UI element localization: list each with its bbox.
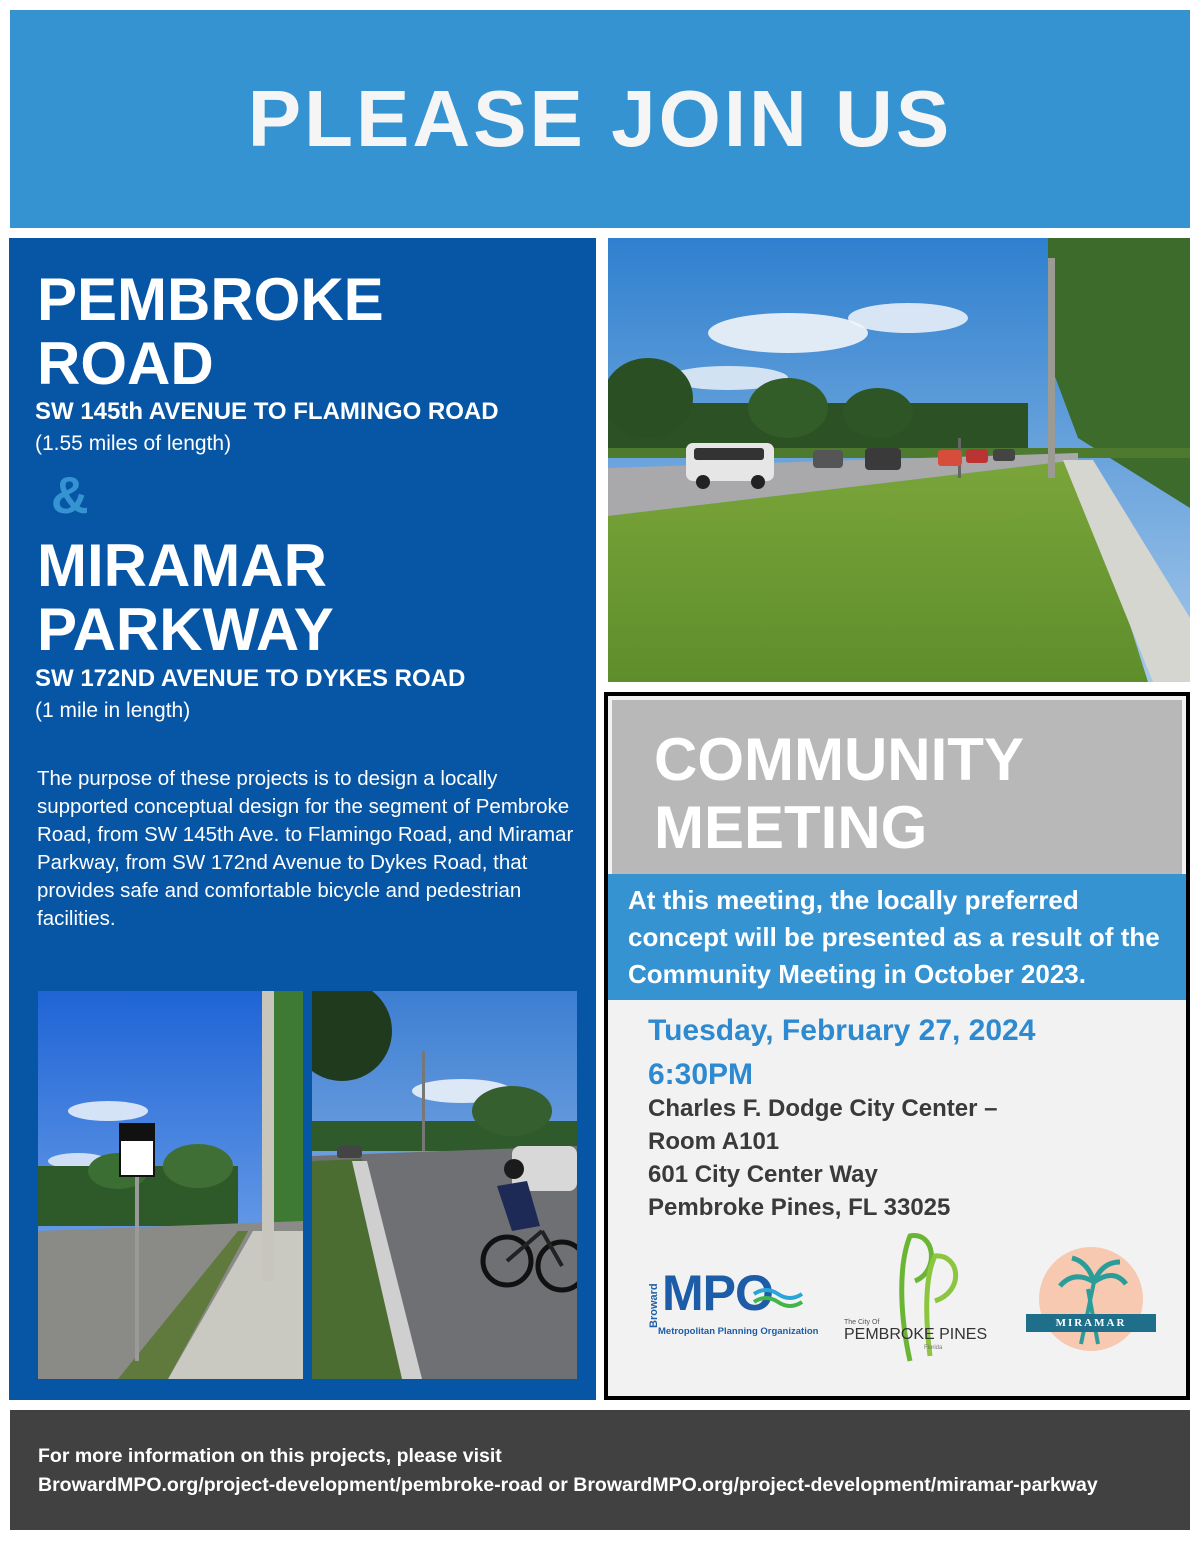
project2-title: MIRAMAR PARKWAY <box>37 532 334 663</box>
meeting-time: 6:30PM <box>648 1058 754 1091</box>
footer-links[interactable]: BrowardMPO.org/project-development/pembroke-road or BrowardMPO.org/project-development/miramar-parkway <box>38 1474 1098 1496</box>
project1-segment: SW 145th AVENUE TO FLAMINGO ROAD <box>35 398 499 425</box>
footer-line1: For more information on this projects, please visit <box>38 1445 502 1467</box>
community-meeting-box <box>604 692 1190 1400</box>
project1-length: (1.55 miles of length) <box>35 432 232 455</box>
miramar-logo: MIRAMAR <box>1026 1244 1156 1364</box>
meeting-date: Tuesday, February 27, 2024 <box>648 1014 1036 1047</box>
footer-info <box>10 1410 1190 1530</box>
meeting-intro: At this meeting, the locally preferred concept will be presented as a result of the Community Meeting in October 2023. <box>608 874 1186 1000</box>
project-info-panel <box>9 238 596 1400</box>
banner-title: PLEASE JOIN US <box>247 74 953 163</box>
meeting-heading: COMMUNITY MEETING <box>612 700 1182 876</box>
header-banner <box>10 10 1190 228</box>
photo-bike-lane-sign <box>38 991 303 1379</box>
project1-title: PEMBROKE ROAD <box>37 266 384 397</box>
ampersand: & <box>51 467 89 525</box>
project-description: The purpose of these projects is to design a locally supported conceptual design for the segment of Pembroke Road, from SW 145th Ave. to Flamingo Road, and Miramar Parkway, from SW 172nd Avenue to Dykes Road, that provides safe and comfortable bicycle and pedestrian facilities. <box>37 767 574 930</box>
photo-cyclist <box>312 991 577 1379</box>
pembroke-pines-logo: The City Of PEMBROKE PINES Florida <box>840 1226 1000 1376</box>
photo-pembroke-road <box>608 238 1190 682</box>
meeting-address: Charles F. Dodge City Center – Room A101 601 City Center Way Pembroke Pines, FL 33025 <box>648 1095 998 1221</box>
broward-mpo-logo: Broward MPO Metropolitan Planning Organization <box>648 1265 819 1337</box>
project2-segment: SW 172ND AVENUE TO DYKES ROAD <box>35 665 466 692</box>
project2-length: (1 mile in length) <box>35 699 191 722</box>
